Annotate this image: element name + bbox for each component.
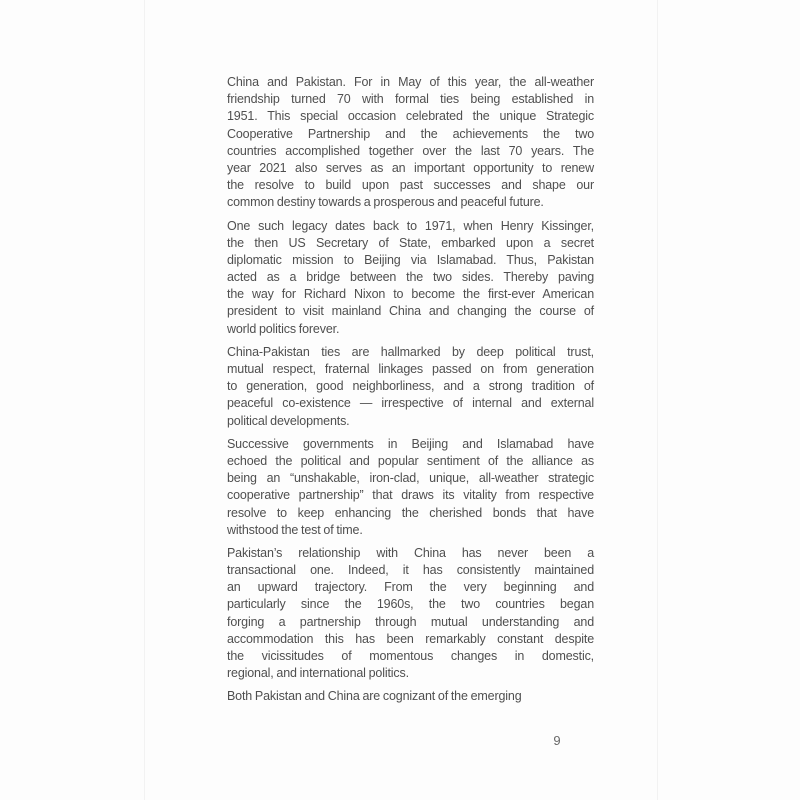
paragraph [227,74,594,212]
text-line: echoed the political and popular sentiment of the alliance as [227,453,594,468]
text-line: Successive governments in Beijing and Islamabad have [227,436,594,451]
text-line: the resolve to build upon past successes and shape our [227,178,594,193]
text-line: regional, and international politics. [227,666,409,681]
page-scan-edge-left [144,0,145,800]
text-line: being an “unshakable, iron-clad, unique, all-weather strategic [227,471,594,486]
text-line: president to visit mainland China and changing the course of [227,304,594,319]
text-line: diplomatic mission to Beijing via Islamabad. Thus, Pakistan [227,252,594,267]
paragraph [227,436,594,539]
text-line: peaceful co-existence — irrespective of internal and external [227,396,594,411]
paragraph [227,688,594,705]
text-line: 1951. This special occasion celebrated the unique Strategic [227,109,594,124]
text-line: Cooperative Partnership and the achievements the two [227,126,594,141]
text-line: common destiny towards a prosperous and peaceful future. [227,195,544,210]
text-line: world politics forever. [227,321,340,336]
text-line: the then US Secretary of State, embarked upon a secret [227,235,594,250]
text-line: accommodation this has been remarkably constant despite [227,631,594,646]
text-line: China and Pakistan. For in May of this year, the all-weather [227,75,594,89]
paragraph [227,545,594,683]
text-line: mutual respect, fraternal linkages passed on from generation [227,362,594,376]
text-line: countries accomplished together over the last 70 years. The [227,143,594,158]
page-scan-edge-right [657,0,658,800]
text-line: China-Pakistan ties are hallmarked by deep political trust, [227,344,594,359]
text-line: acted as a bridge between the two sides. Thereby paving [227,270,594,285]
text-line: Both Pakistan and China are cognizant of the emerging [227,689,522,704]
text-line: the vicissitudes of momentous changes in domestic, [227,649,594,663]
paragraph [227,344,594,430]
text-line: year 2021 also serves as an important opportunity to renew [227,160,594,175]
text-line: cooperative partnership” that draws its vitality from respective [227,488,594,503]
text-line: particularly since the 1960s, the two countries began [227,597,594,612]
text-line: forging a partnership through mutual understanding and [227,614,594,629]
text-line: One such legacy dates back to 1971, when Henry Kissinger, [227,218,594,233]
text-line: Pakistan’s relationship with China has never been a [227,545,594,560]
page-text-block [227,74,594,712]
text-line: to generation, good neighborliness, and a strong tradition of [227,379,594,394]
text-line: resolve to keep enhancing the cherished bonds that have [227,505,594,520]
text-line: an upward trajectory. From the very beginning and [227,580,594,595]
text-line: friendship turned 70 with formal ties being established in [227,92,594,107]
text-line: the way for Richard Nixon to become the first-ever American [227,287,594,302]
paragraph [227,218,594,338]
text-line: withstood the test of time. [227,522,363,537]
text-line: transactional one. Indeed, it has consistently maintained [227,563,594,578]
text-line: political developments. [227,413,350,428]
page-number: 9 [553,733,561,748]
